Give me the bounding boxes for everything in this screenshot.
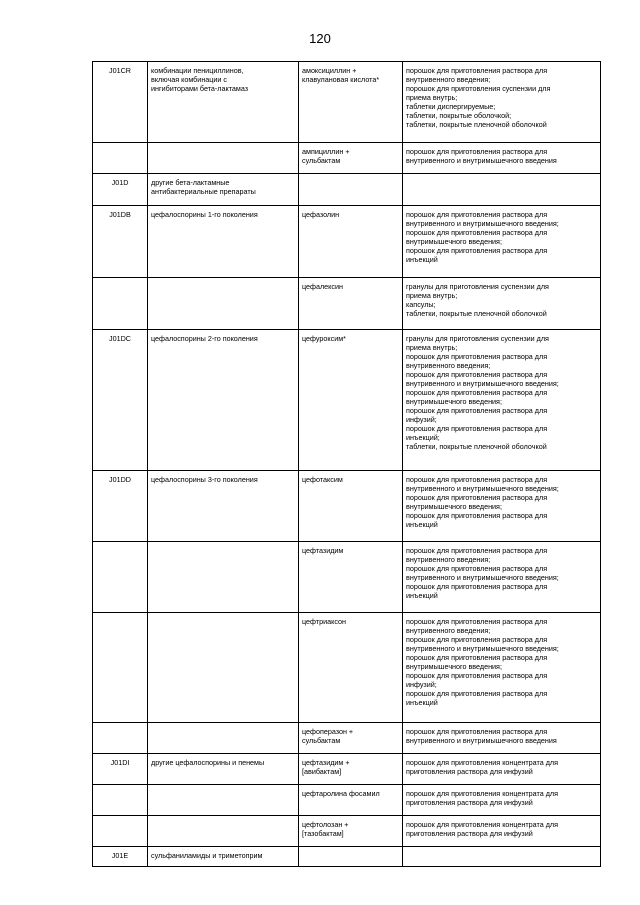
dosage-form-cell: порошок для приготовления раствора для внутривенного и внутримышечного введения; порошок для приготовления раствора для внутримышечного введения; порошок для приготовления раствора для инъекций [403,206,601,278]
drug-cell: ампициллин + сульбактам [299,143,403,174]
atc-code-cell: J01DC [93,330,148,471]
drug-cell: цефтазидим [299,542,403,613]
dosage-form-cell: порошок для приготовления раствора для внутривенного и внутримышечного введения [403,143,601,174]
dosage-form-cell: порошок для приготовления раствора для внутривенного введения; порошок для приготовления суспензии для приема внутрь; таблетки диспергируемые; таблетки, покрытые оболочкой; таблетки, покрытые пленочной оболочкой [403,62,601,143]
group-cell: другие цефалоспорины и пенемы [148,754,299,785]
table-row [93,542,601,613]
group-cell: комбинации пенициллинов, включая комбинации с ингибиторами бета-лактамаз [148,62,299,143]
table-row [93,471,601,542]
group-cell: цефалоспорины 2-го поколения [148,330,299,471]
atc-code-cell [93,143,148,174]
table-row [93,785,601,816]
drug-cell [299,847,403,867]
group-cell [148,542,299,613]
table-row [93,847,601,867]
table-row [93,723,601,754]
dosage-form-cell [403,174,601,206]
page-number: 120 [309,31,331,46]
group-cell [148,785,299,816]
group-cell [148,613,299,723]
drug-cell: цефтазидим + [авибактам] [299,754,403,785]
dosage-form-cell: гранулы для приготовления суспензии для приема внутрь; порошок для приготовления раствора для внутривенного введения; порошок для приготовления раствора для внутривенного и внутримышечного введения; порошок для приготовления раствора для внутримышечного введения; порошок для приготовления раствора для инфузий; порошок для приготовления раствора для инъекций; таблетки, покрытые пленочной оболочкой [403,330,601,471]
drug-cell [299,174,403,206]
group-cell [148,723,299,754]
atc-code-cell [93,613,148,723]
table-row [93,278,601,330]
drug-cell: амоксициллин + клавулановая кислота* [299,62,403,143]
dosage-form-cell: порошок для приготовления концентрата для приготовления раствора для инфузий [403,816,601,847]
atc-code-cell [93,785,148,816]
atc-code-cell: J01DI [93,754,148,785]
table-row [93,62,601,143]
table-row [93,143,601,174]
table-row [93,174,601,206]
table-row [93,330,601,471]
atc-code-cell [93,816,148,847]
drug-cell: цефазолин [299,206,403,278]
table-row [93,816,601,847]
dosage-form-cell: порошок для приготовления раствора для внутривенного и внутримышечного введения; порошок для приготовления раствора для внутримышечного введения; порошок для приготовления раствора для инъекций [403,471,601,542]
group-cell [148,143,299,174]
group-cell: сульфаниламиды и триметоприм [148,847,299,867]
drug-cell: цефотаксим [299,471,403,542]
dosage-form-cell: порошок для приготовления концентрата для приготовления раствора для инфузий [403,785,601,816]
drug-classification-table [92,61,601,867]
dosage-form-cell: порошок для приготовления раствора для внутривенного и внутримышечного введения [403,723,601,754]
drug-cell: цефоперазон + сульбактам [299,723,403,754]
dosage-form-cell [403,847,601,867]
atc-code-cell: J01DB [93,206,148,278]
group-cell [148,278,299,330]
drug-cell: цефтриаксон [299,613,403,723]
drug-cell: цефалексин [299,278,403,330]
dosage-form-cell: порошок для приготовления раствора для внутривенного введения; порошок для приготовления раствора для внутривенного и внутримышечного введения; порошок для приготовления раствора для инъекций [403,542,601,613]
atc-code-cell [93,278,148,330]
group-cell: цефалоспорины 3-го поколения [148,471,299,542]
atc-code-cell: J01CR [93,62,148,143]
table-row [93,754,601,785]
dosage-form-cell: порошок для приготовления концентрата для приготовления раствора для инфузий [403,754,601,785]
group-cell: цефалоспорины 1-го поколения [148,206,299,278]
atc-code-cell [93,723,148,754]
drug-cell: цефтаролина фосамил [299,785,403,816]
dosage-form-cell: гранулы для приготовления суспензии для приема внутрь; капсулы; таблетки, покрытые пленочной оболочкой [403,278,601,330]
table-row [93,613,601,723]
drug-cell: цефуроксим* [299,330,403,471]
atc-code-cell: J01E [93,847,148,867]
dosage-form-cell: порошок для приготовления раствора для внутривенного введения; порошок для приготовления раствора для внутривенного и внутримышечного введения; порошок для приготовления раствора для внутримышечного введения; порошок для приготовления раствора для инфузий; порошок для приготовления раствора для инъекций [403,613,601,723]
group-cell [148,816,299,847]
table-row [93,206,601,278]
atc-code-cell [93,542,148,613]
group-cell: другие бета-лактамные антибактериальные препараты [148,174,299,206]
atc-code-cell: J01D [93,174,148,206]
drug-cell: цефтолозан + [тазобактам] [299,816,403,847]
atc-code-cell: J01DD [93,471,148,542]
